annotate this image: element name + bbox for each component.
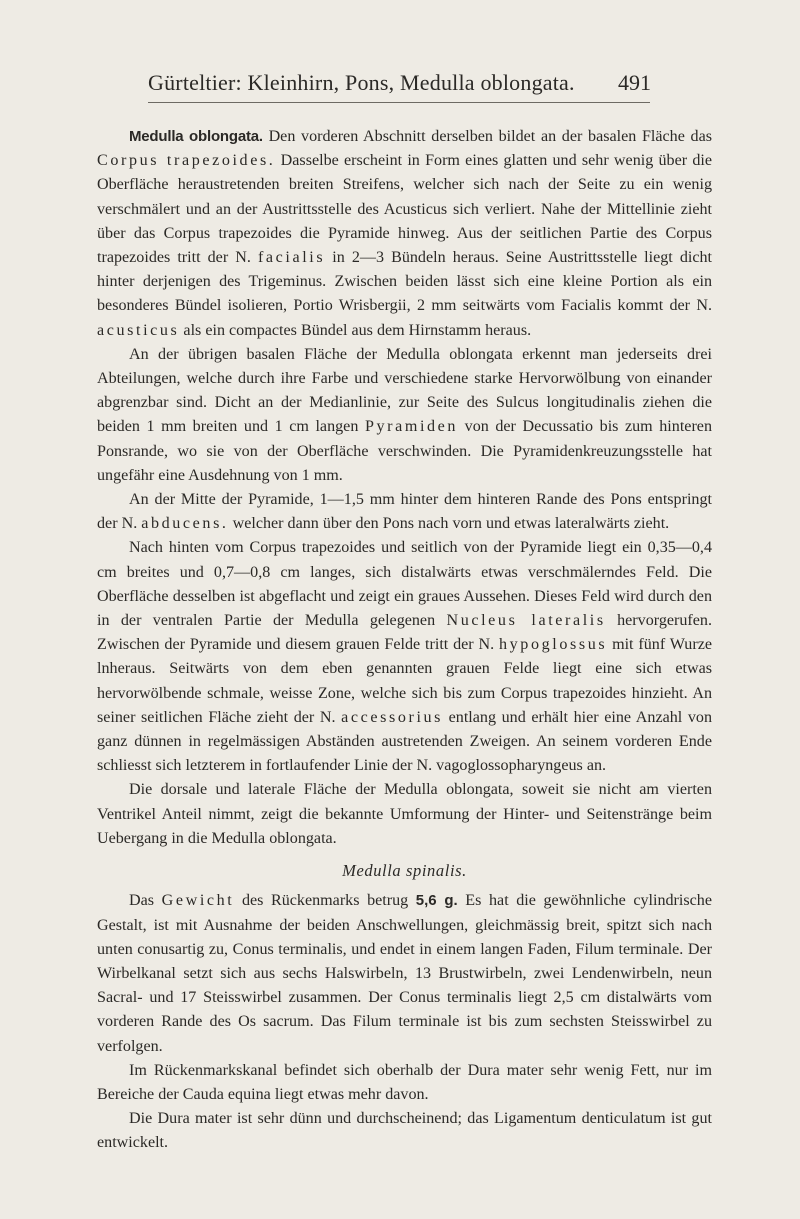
spaced-term: Gewicht: [161, 892, 235, 910]
spaced-term: Nucleus lateralis: [446, 612, 606, 630]
running-title: Gürteltier: Kleinhirn, Pons, Medulla oblongata.: [148, 70, 575, 95]
spaced-term: abducens.: [141, 515, 229, 533]
paragraph-weight: Das Gewicht des Rückenmarks betrug 5,6 g. Es hat die gewöhnliche cylindrische Gestalt, ist mit Ausnahme der beiden Anschwellungen, gleichmässig breit, spitzt sich nach unten conusartig zu, Conus terminalis, und endet in einem langen Faden, Filum terminale. Der Wirbelkanal setzt sich aus sechs Halswirbeln, 13 Brustwirbeln, zwei Lendenwirbeln, neun Sacral- und 17 Steisswirbel zusammen. Der Conus terminalis liegt 2,5 cm distalwärts vom vorderen Rande des Os sacrum. Das Filum terminale ist bis zum sechsten Steisswirbel zu verfolgen.: [97, 892, 712, 1055]
page-header: [0, 62, 800, 102]
weight-value: 5,6 g.: [415, 892, 458, 910]
paragraph-grey-field: Nach hinten vom Corpus trapezoides und seitlich von der Pyramide liegt ein 0,35—0,4 cm breites und 0,7—0,8 cm langes, sich distalwärts etwas verschmälerndes Feld. Die Oberfläche desselben ist abgeflacht und zeigt ein graues Aussehen. Dieses Feld wird durch den in der ventralen Partie der Medulla gelegenen Nucleus lateralis hervorgerufen. Zwischen der Pyramide und diesem grauen Felde tritt der N. hypoglossus mit fünf Wurze lnheraus. Seitwärts von dem eben genannten grauen Felde liegt eine sich etwas hervorwölbende schmale, weisse Zone, welche sich bis zum Corpus trapezoides hinzieht. An seiner seitlichen Fläche zieht der N. accessorius entlang und erhält hier eine Anzahl von ganz dünnen in regelmässigen Abständen austretenden Zweigen. An seinem vorderen Ende schliesst sich letzterem in fortlaufender Linie der N. vagoglossopharyngeus an.: [97, 539, 713, 775]
section-heading-medulla-spinalis: Medulla spinalis.: [342, 861, 467, 881]
header-rule: [148, 102, 650, 103]
paragraph-dura-mater: Die Dura mater ist sehr dünn und durchscheinend; das Ligamentum denticulatum ist gut entwickelt.: [97, 1110, 712, 1152]
spaced-term: Pyramiden: [364, 418, 459, 436]
spaced-term: accessorius: [341, 708, 444, 726]
spaced-term: Corpus trapezoides.: [97, 152, 276, 170]
paragraph-basal-surface: An der übrigen basalen Fläche der Medulla oblongata erkennt man jederseits drei Abteilungen, welche durch ihre Farbe und verschiedene starke Hervorwölbung von einander abgrenzbar sind. Dicht an der Medianlinie, zur Seite des Sulcus longitudinalis ziehen die beiden 1 mm breiten und 1 cm langen Pyramiden von der Decussatio bis zum hinteren Ponsrande, wo sie von der Oberfläche verschwinden. Die Pyramidenkreuzungsstelle hat ungefähr eine Ausdehnung von 1 mm.: [97, 345, 712, 484]
spaced-term: acusticus: [97, 321, 180, 339]
page-number: 491: [618, 70, 651, 95]
body-text: [97, 125, 712, 1156]
section-heading-medulla-oblongata: Medulla oblongata.: [129, 128, 263, 145]
paragraph-dorsal-surface: Die dorsale und laterale Fläche der Medulla oblongata, soweit sie nicht am vierten Ventrikel Anteil nimmt, zeigt die bekannte Umformung der Hinter- und Seitenstränge beim Uebergang in die Medulla oblongata.: [97, 781, 712, 847]
paragraph-abducens: An der Mitte der Pyramide, 1—1,5 mm hinter dem hinteren Rande des Pons entspringt der N. abducens. welcher dann über den Pons nach vorn und etwas lateralwärts zieht.: [97, 491, 712, 533]
paragraph-medulla-oblongata: Medulla oblongata. Den vorderen Abschnitt derselben bildet an der basalen Fläche das Corpus trapezoides. Dasselbe erscheint in Form eines glatten und sehr wenig über die Oberfläche heraustretenden breiten Streifens, welcher sich nach der Seite zu ein wenig verschmälert und an der Austrittsstelle des Acusticus sich verliert. Nahe der Mittellinie zieht über das Corpus trapezoides die Pyramide hinweg. Aus der seitlichen Partie des Corpus trapezoides tritt der N. facialis in 2—3 Bündeln heraus. Seine Austrittsstelle liegt dicht hinter derjenigen des Trigeminus. Zwischen beiden lässt sich eine kleine Portion als ein besonderes Bündel isolieren, Portio Wrisbergii, 2 mm seitwärts vom Facialis kommt der N. acusticus als ein compactes Bündel aus dem Hirnstamm heraus.: [97, 128, 713, 339]
spaced-term: hypoglossus: [499, 636, 608, 654]
paragraph-spinal-canal: Im Rückenmarkskanal befindet sich oberhalb der Dura mater sehr wenig Fett, nur im Bereiche der Cauda equina liegt etwas mehr davon.: [97, 1061, 712, 1103]
spaced-term: facialis: [257, 249, 326, 267]
